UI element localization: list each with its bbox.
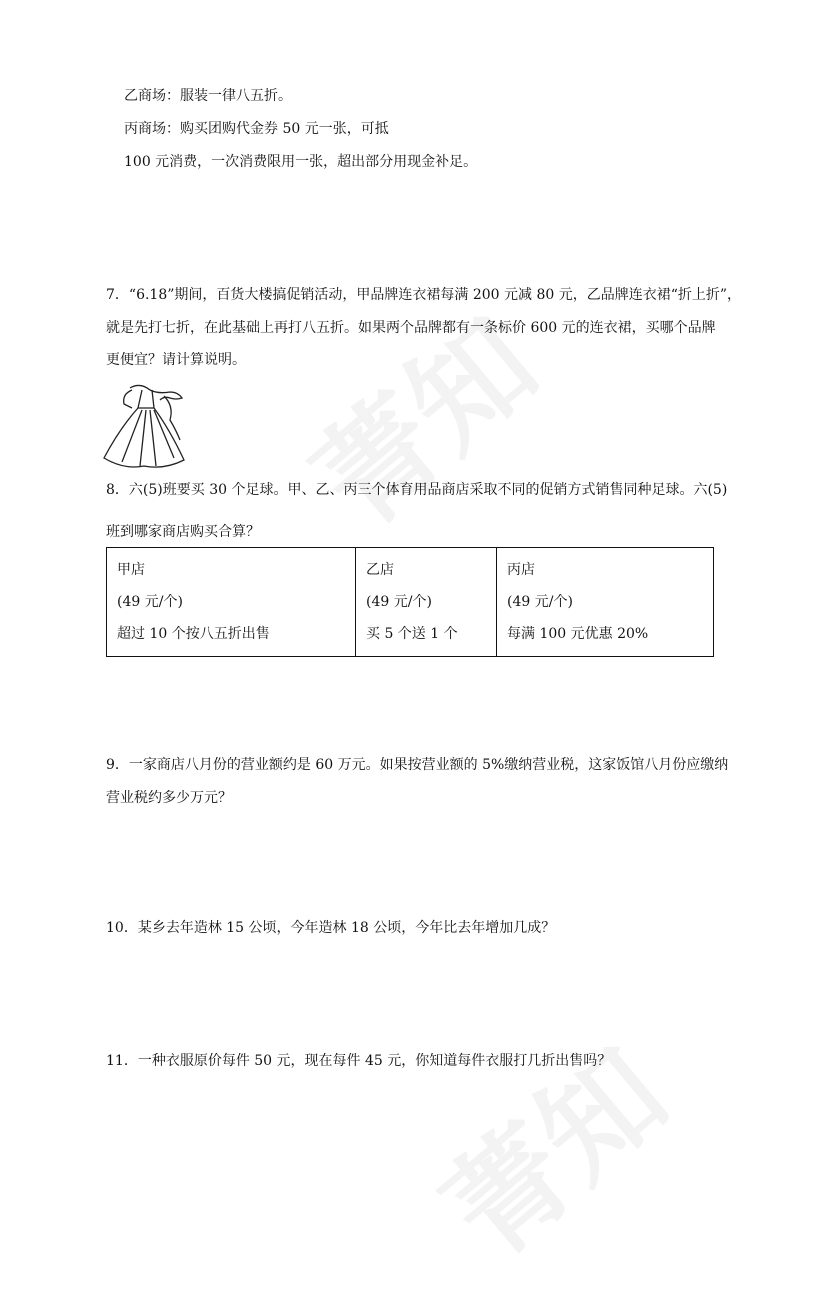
- question-7-line: 7．“6.18”期间，百货大楼搞促销活动，甲品牌连衣裙每满 200 元减 80 元，乙品牌连衣裙“折上折”，: [106, 287, 742, 303]
- question-9-line: 9．一家商店八月份的营业额约是 60 万元。如果按营业额的 5%缴纳营业税，这家饭馆八月份应缴纳: [106, 757, 729, 773]
- question-11-line: 11．一种衣服原价每件 50 元，现在每件 45 元，你知道每件衣服打几折出售吗？: [106, 1053, 612, 1069]
- store-name: 甲店: [117, 562, 145, 578]
- intro-line: 丙商场：购买团购代金券 50 元一张，可抵: [124, 121, 389, 137]
- intro-line: 100 元消费，一次消费限用一张，超出部分用现金补足。: [124, 154, 478, 170]
- store-promo: 买 5 个送 1 个: [366, 626, 458, 642]
- store-promo: 每满 100 元优惠 20%: [507, 626, 649, 642]
- store-name: 丙店: [507, 562, 535, 578]
- question-7-line: 更便宜？请计算说明。: [106, 352, 246, 368]
- question-8-line: 班到哪家商店购买合算？: [106, 524, 260, 540]
- table-row: [107, 548, 714, 657]
- watermark: [273, 273, 567, 559]
- dress-illustration: [100, 378, 190, 473]
- store-cell-jia: [107, 548, 356, 657]
- store-promo: 超过 10 个按八五折出售: [117, 626, 270, 642]
- question-8-line: 8．六(5)班要买 30 个足球。甲、乙、丙三个体育用品商店采取不同的促销方式销售同种足球。六(5): [106, 482, 728, 498]
- watermark: [403, 1003, 697, 1289]
- store-price: (49 元/个): [507, 594, 573, 610]
- store-price: (49 元/个): [366, 594, 432, 610]
- question-9-line: 营业税约多少万元？: [106, 790, 232, 806]
- store-comparison-table: [106, 547, 714, 657]
- store-price: (49 元/个): [117, 594, 183, 610]
- store-cell-bing: [497, 548, 714, 657]
- intro-line: 乙商场：服装一律八五折。: [124, 88, 292, 104]
- store-cell-yi: [356, 548, 497, 657]
- store-name: 乙店: [366, 562, 394, 578]
- question-7-line: 就是先打七折，在此基础上再打八五折。如果两个品牌都有一条标价 600 元的连衣裙，买哪个品牌: [106, 320, 716, 336]
- question-10-line: 10．某乡去年造林 15 公顷，今年造林 18 公顷，今年比去年增加几成？: [106, 920, 556, 936]
